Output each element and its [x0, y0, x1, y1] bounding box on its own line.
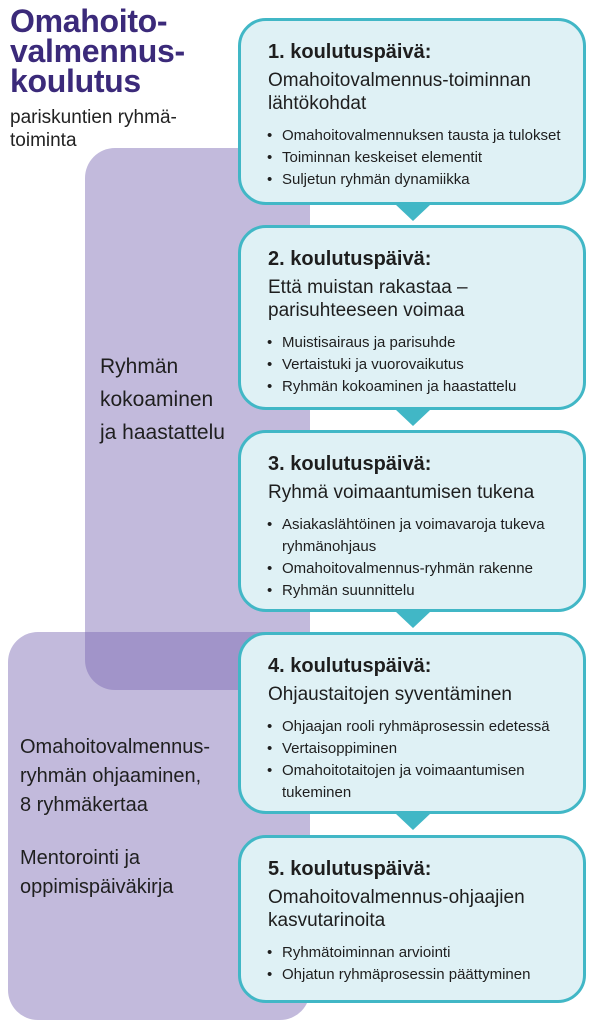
day-item: • Omahoitovalmennus-ryhmän rakenne [268, 558, 573, 580]
day-item: • Omahoitovalmennuksen tausta ja tulokset [268, 125, 573, 147]
day-heading: 1. koulutuspäivä: [268, 41, 432, 63]
training-day-5-box [238, 835, 586, 1003]
day-topic: Omahoitovalmennus-ohjaajien kasvutarinoita [268, 887, 525, 931]
day-item: • Vertaisoppiminen [268, 738, 573, 760]
day-topic: Ryhmä voimaantumisen tukena [268, 482, 535, 503]
training-day-3-box [238, 430, 586, 612]
day-item: • Ohjatun ryhmäprosessin päättyminen [268, 964, 573, 986]
training-day-2-box [238, 225, 586, 410]
arrow-down-icon [395, 409, 431, 426]
day-item: • Vertaistuki ja vuorovaikutus [268, 354, 573, 376]
phase-label-group-guidance: Omahoitovalmennus- ryhmän ohjaaminen, 8 ryhmäkertaa [20, 736, 211, 816]
day-item: • Toiminnan keskeiset elementit [268, 147, 573, 169]
training-day-1-box [238, 18, 586, 205]
day-topic: Että muistan rakastaa – parisuhteeseen voimaa [268, 277, 468, 321]
day-item: • Ohjaajan rooli ryhmäprosessin edetessä [268, 716, 573, 738]
page-subtitle: pariskuntien ryhmä- toiminta [10, 107, 177, 151]
day-item-list [268, 716, 573, 804]
day-item: • Omahoitotaitojen ja voimaantumisen tukeminen [268, 760, 573, 804]
day-item: • Muistisairaus ja parisuhde [268, 332, 573, 354]
day-item: • Suljetun ryhmän dynamiikka [268, 169, 573, 191]
day-item-list [268, 942, 573, 986]
phase-note-mentoring: Mentorointi ja oppimispäiväkirja [20, 847, 174, 898]
day-item: • Ryhmän suunnittelu [268, 580, 573, 602]
training-day-4-box [238, 632, 586, 814]
day-item: • Asiakaslähtöinen ja voimavaroja tukeva ryhmänohjaus [268, 514, 573, 558]
phase-label-group-formation: Ryhmän kokoaminen ja haastattelu [100, 355, 225, 444]
day-topic: Ohjaustaitojen syventäminen [268, 684, 512, 705]
day-item-list [268, 514, 573, 602]
arrow-down-icon [395, 204, 431, 221]
arrow-down-icon [395, 813, 431, 830]
day-item-list [268, 125, 573, 191]
day-heading: 2. koulutuspäivä: [268, 248, 432, 270]
day-heading: 3. koulutuspäivä: [268, 453, 432, 475]
page-title: Omahoito- valmennus- koulutus [10, 3, 185, 99]
arrow-down-icon [395, 611, 431, 628]
day-heading: 4. koulutuspäivä: [268, 655, 432, 677]
day-item: • Ryhmätoiminnan arviointi [268, 942, 573, 964]
day-topic: Omahoitovalmennus-toiminnan lähtökohdat [268, 70, 531, 114]
day-item: • Ryhmän kokoaminen ja haastattelu [268, 376, 573, 398]
day-heading: 5. koulutuspäivä: [268, 858, 432, 880]
day-item-list [268, 332, 573, 398]
